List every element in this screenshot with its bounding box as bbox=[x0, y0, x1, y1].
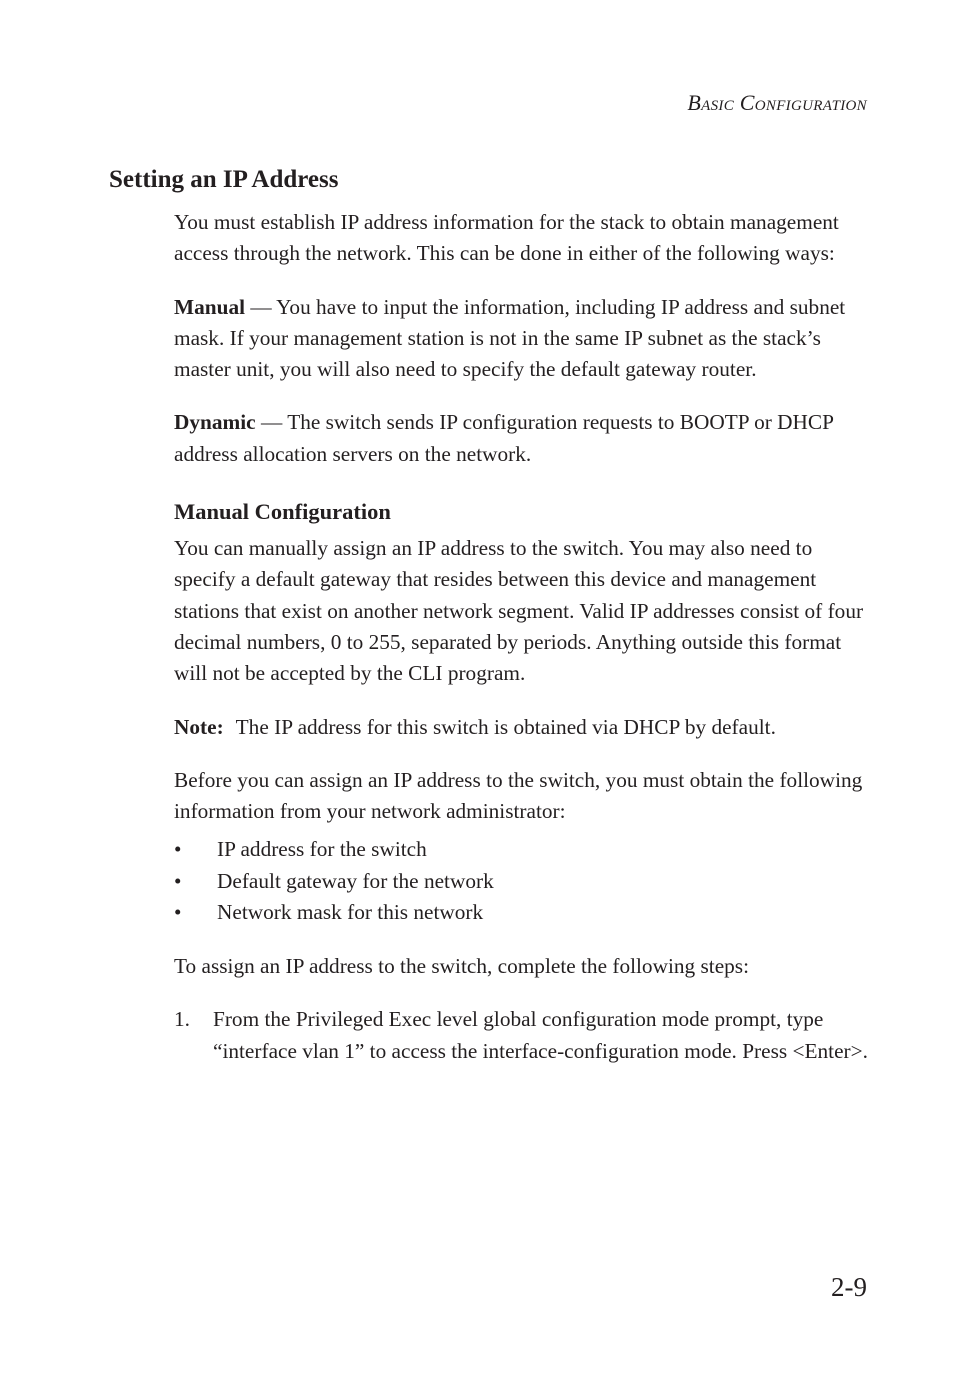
manual-term: Manual bbox=[174, 294, 246, 319]
bullet-icon: • bbox=[174, 837, 182, 862]
step-item bbox=[174, 1004, 874, 1067]
list-item-text: Network mask for this network bbox=[217, 900, 484, 925]
list-item-text: Default gateway for the network bbox=[217, 868, 494, 893]
list-item bbox=[174, 834, 874, 866]
list-item bbox=[174, 866, 874, 898]
page-number: 2-9 bbox=[831, 1272, 867, 1302]
dynamic-description: — The switch sends IP configuration requests to BOOTP or DHCP address allocation servers on the network. bbox=[174, 410, 834, 466]
running-header: Basic Configuration bbox=[687, 90, 867, 115]
bullet-icon: • bbox=[174, 900, 182, 925]
manual-config-paragraph: You can manually assign an IP address to the switch. You may also need to specify a default gateway that resides between this device and management stations that exist on another network segment. Valid IP addresses consist of four decimal numbers, 0 to 255, separated by periods. Anything outside this format will not be accepted by the CLI program. bbox=[174, 536, 864, 686]
note bbox=[174, 712, 874, 743]
list-item bbox=[174, 897, 874, 929]
dynamic-paragraph bbox=[174, 407, 874, 470]
note-label: Note: bbox=[174, 714, 224, 739]
step-text: From the Privileged Exec level global configuration mode prompt, type “interface vlan 1” to access the interface-configuration mode. Press <Enter>. bbox=[213, 1007, 868, 1063]
steps-list bbox=[174, 1004, 874, 1067]
page-content bbox=[174, 207, 874, 1067]
intro-paragraph: You must establish IP address information for the stack to obtain management access through the network. This can be done in either of the following ways: bbox=[174, 210, 839, 266]
list-item-text: IP address for the switch bbox=[217, 837, 427, 862]
manual-paragraph bbox=[174, 292, 874, 386]
section-title: Setting an IP Address bbox=[109, 166, 339, 193]
manual-description: — You have to input the information, including IP address and subnet mask. If your management station is not in the same IP subnet as the stack’s master unit, you will also need to specify the default gateway router. bbox=[174, 294, 846, 382]
dynamic-term: Dynamic bbox=[174, 410, 256, 435]
step-number: 1. bbox=[174, 1007, 190, 1032]
subsection-title: Manual Configuration bbox=[174, 499, 391, 525]
note-text: The IP address for this switch is obtained via DHCP by default. bbox=[235, 714, 776, 739]
steps-intro-paragraph: To assign an IP address to the switch, complete the following steps: bbox=[174, 953, 750, 978]
prerequisites-list bbox=[174, 834, 874, 929]
bullet-icon: • bbox=[174, 868, 182, 893]
prerequisites-paragraph: Before you can assign an IP address to the switch, you must obtain the following information from your network administrator: bbox=[174, 767, 863, 824]
